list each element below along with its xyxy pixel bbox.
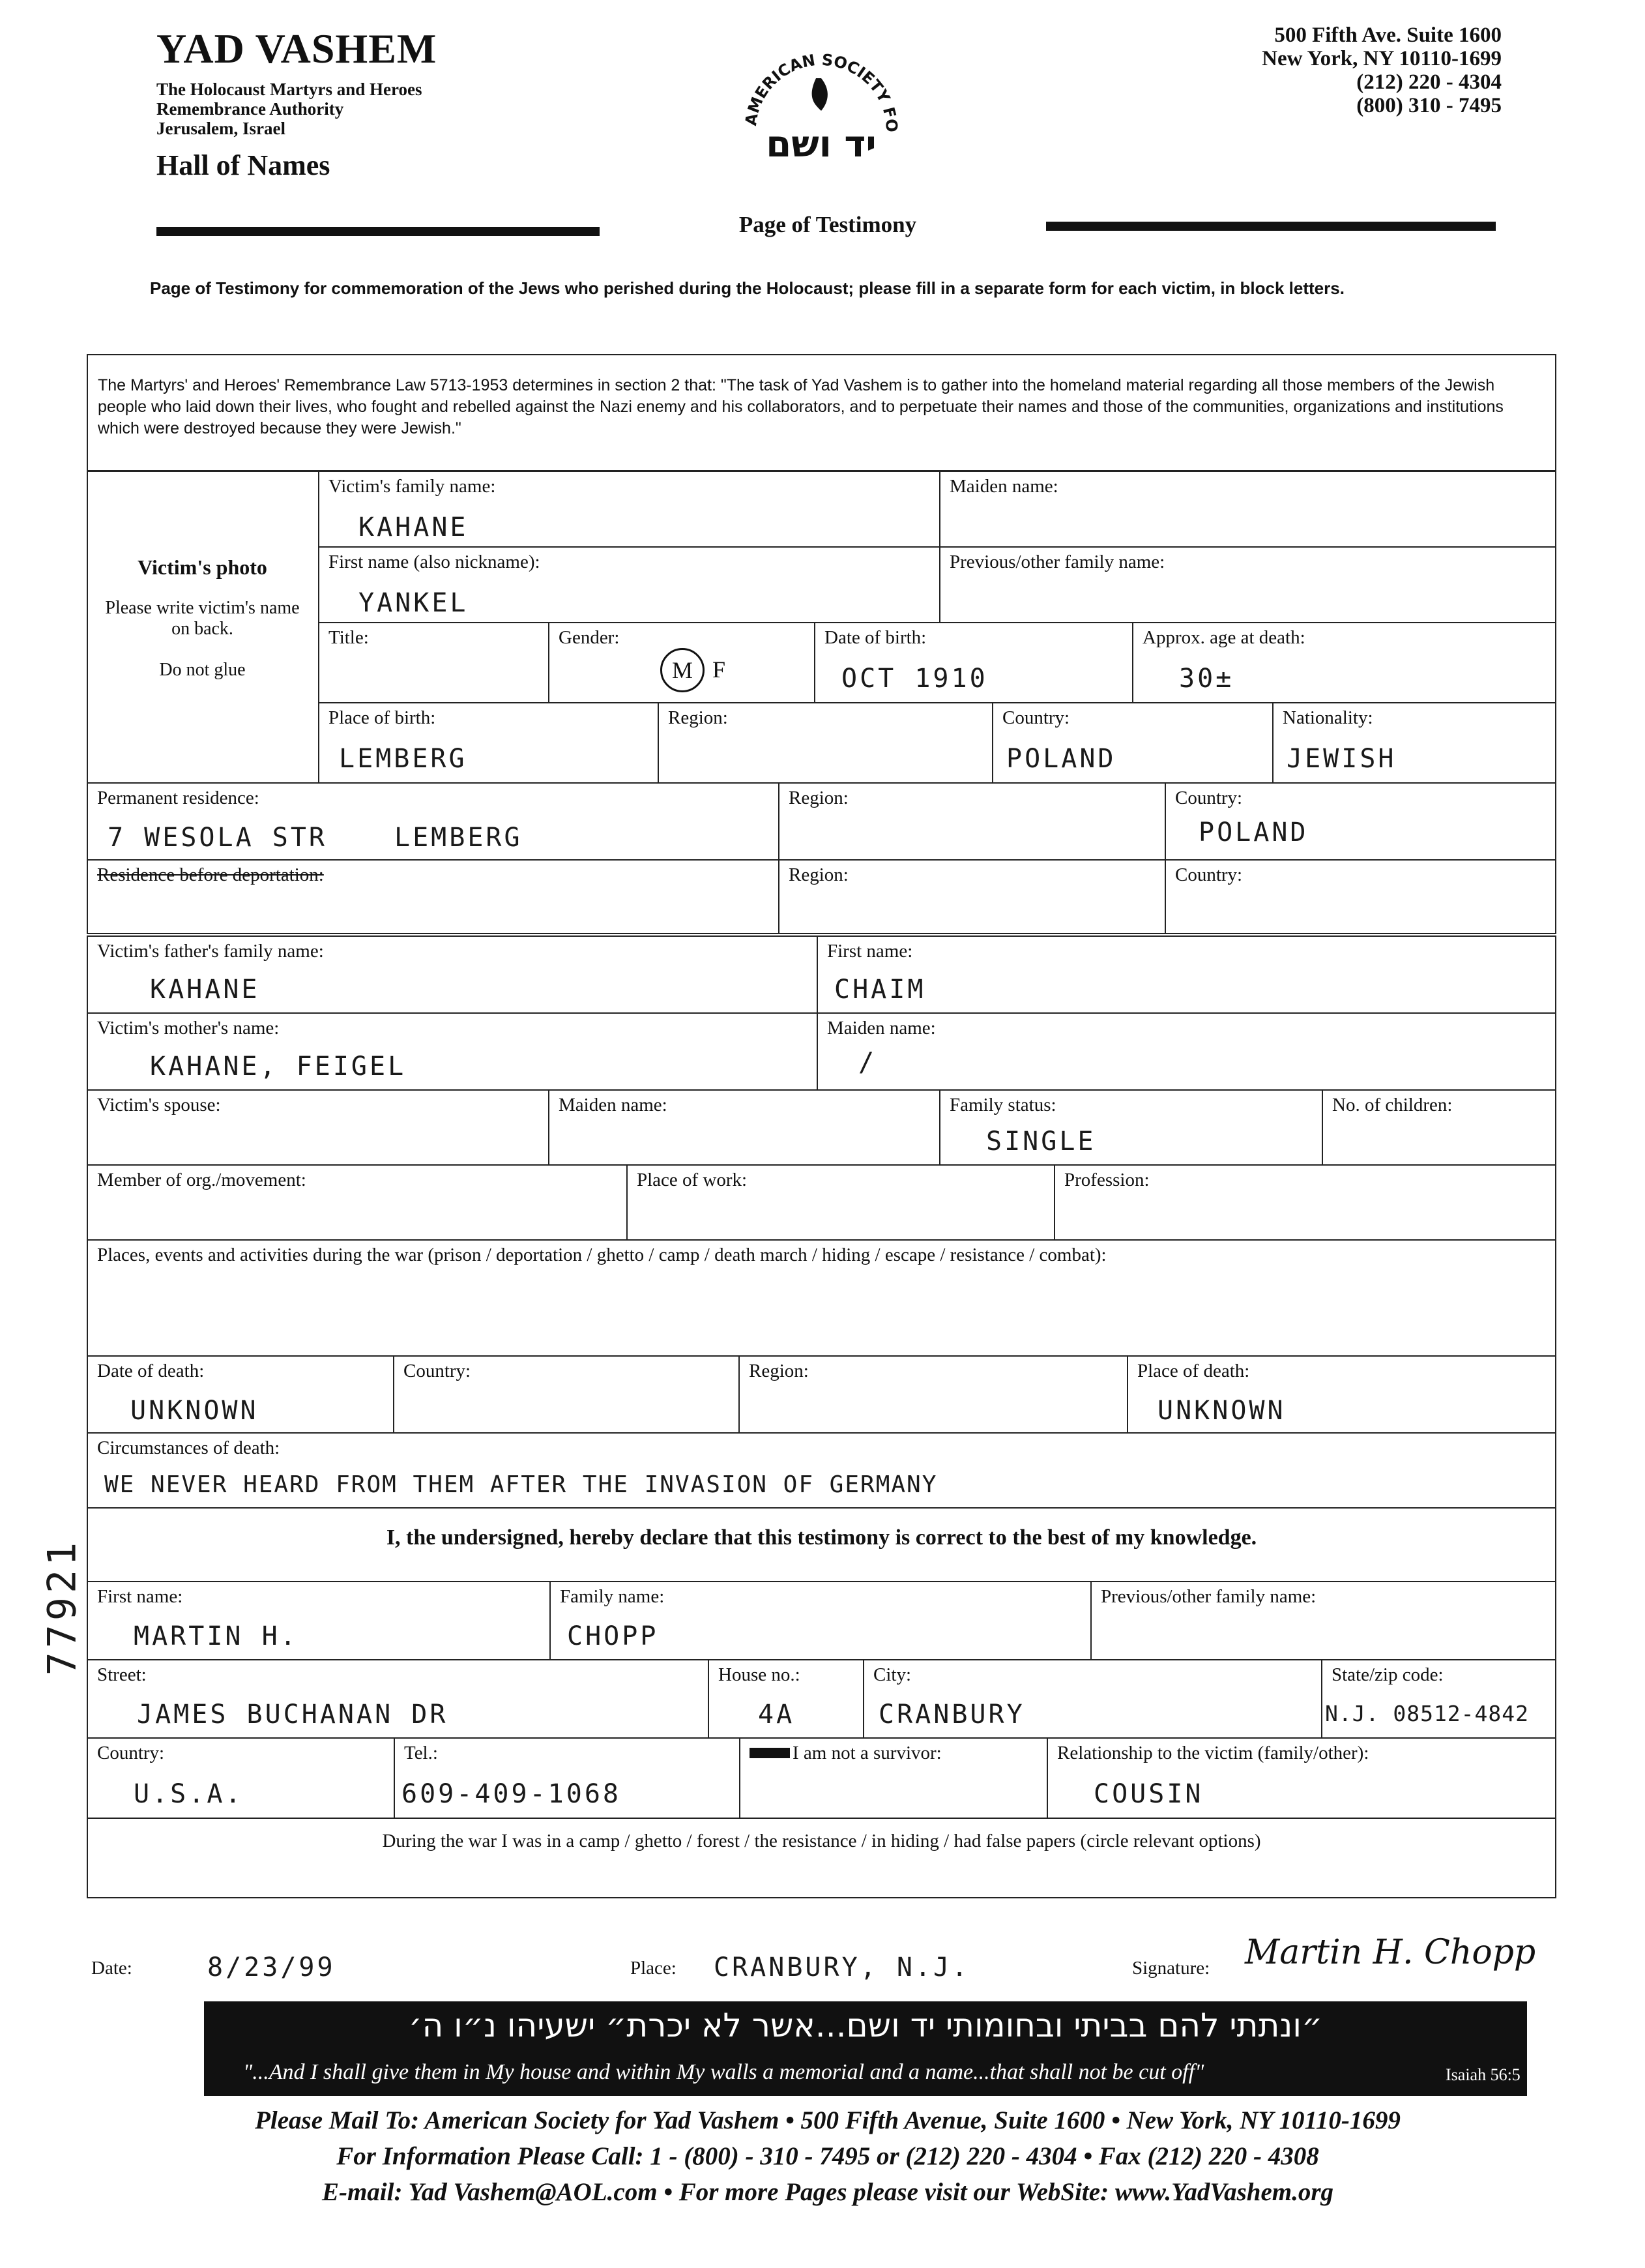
- sign-date-label: Date:: [91, 1958, 132, 1979]
- svg-text:יד ושם: יד ושם: [766, 123, 877, 166]
- perm-region-cell[interactable]: [778, 782, 1166, 861]
- phone-line-1: (212) 220 - 4304: [1356, 70, 1502, 94]
- victim-prev-family-cell[interactable]: [939, 546, 1556, 623]
- before-region-cell[interactable]: [778, 859, 1166, 934]
- sign-place-label: Place:: [630, 1958, 677, 1979]
- mother-name-cell[interactable]: [87, 1012, 818, 1091]
- victim-region-label: Region:: [668, 707, 728, 728]
- sub-house-cell[interactable]: [708, 1659, 864, 1739]
- photo-area: [87, 471, 318, 702]
- quote-banner: [204, 2001, 1527, 2096]
- logo-emblem-icon: [730, 26, 912, 209]
- victim-pob-cell[interactable]: [318, 702, 659, 784]
- father-family-label: Victim's father's family name:: [97, 941, 324, 962]
- spouse-maiden-label: Maiden name:: [559, 1095, 667, 1115]
- victim-first-name-value: YANKEL: [358, 588, 469, 618]
- perm-country-label: Country:: [1175, 788, 1243, 808]
- sub-city-cell[interactable]: [863, 1659, 1322, 1739]
- org-movement-cell[interactable]: [87, 1164, 628, 1241]
- spouse-maiden-cell[interactable]: [548, 1089, 940, 1166]
- death-country-label: Country:: [403, 1361, 471, 1381]
- family-status-value: SINGLE: [986, 1127, 1096, 1156]
- header-rule-right: [1046, 222, 1496, 231]
- footer-phone: For Information Please Call: 1 - (800) - 310 - 7495 or (212) 220 - 4304 • Fax (212) 220 - 4308: [336, 2142, 1319, 2170]
- sub-first-label: First name:: [97, 1586, 183, 1607]
- margin-number: 77921: [39, 1538, 85, 1676]
- banner-hebrew: ״ונתתי להם בביתי ובחומותי יד ושם...אשר לא יכרת״ ישעיהו נ״ו ה׳: [408, 2007, 1323, 2044]
- residence-before-label: Residence before deportation:: [97, 864, 324, 885]
- before-country-cell[interactable]: [1165, 859, 1556, 934]
- org-subtitle: [156, 80, 422, 138]
- victim-country-value: POLAND: [1006, 744, 1116, 774]
- profession-cell[interactable]: [1054, 1164, 1556, 1241]
- org-title: YAD VASHEM: [156, 25, 437, 72]
- perm-region-label: Region:: [789, 788, 849, 808]
- law-text: The Martyrs' and Heroes' Remembrance Law 5713-1953 determines in section 2 that: "The task of Yad Vashem is to gather into the homeland material regarding all those members of the Jewish people who laid down their lives, who fought and rebelled against the Nazi enemy and his collaborators, and to perpetuate their names and those of the communities, organizations and institutions which were destroyed because they were Jewish.": [98, 376, 1504, 437]
- father-first-label: First name:: [827, 941, 913, 962]
- org-line-2: Remembrance Authority: [156, 99, 344, 119]
- sub-house-label: House no.:: [718, 1664, 800, 1685]
- spouse-cell[interactable]: [87, 1089, 549, 1166]
- perm-residence-label: Permanent residence:: [97, 788, 259, 808]
- org-movement-label: Member of org./movement:: [97, 1170, 306, 1190]
- mother-maiden-label: Maiden name:: [827, 1018, 936, 1038]
- sub-tel-label: Tel.:: [404, 1743, 438, 1763]
- victim-country-label: Country:: [1002, 707, 1070, 728]
- sub-family-label: Family name:: [560, 1586, 665, 1607]
- victim-prev-family-label: Previous/other family name:: [950, 552, 1165, 572]
- sub-street-cell[interactable]: [87, 1659, 709, 1739]
- sub-relationship-value: COUSIN: [1094, 1779, 1204, 1809]
- death-circumstances-label: Circumstances of death:: [97, 1437, 280, 1458]
- perm-country-value: POLAND: [1199, 817, 1309, 847]
- war-events-label: Places, events and activities during the war (prison / deportation / ghetto / camp / death march / hiding / escape / resistance / combat):: [97, 1244, 1107, 1265]
- victim-dob-label: Date of birth:: [824, 627, 927, 648]
- address-line-2: New York, NY 10110-1699: [1262, 47, 1502, 70]
- victim-nationality-value: JEWISH: [1287, 744, 1397, 774]
- victim-age-label: Approx. age at death:: [1143, 627, 1305, 648]
- banner-english: "...And I shall give them in My house and within My walls a memorial and a name...that shall not be cut off": [243, 2060, 1204, 2084]
- children-label: No. of children:: [1332, 1095, 1453, 1115]
- residence-before-cell[interactable]: [87, 859, 779, 934]
- sub-family-cell[interactable]: [549, 1581, 1092, 1660]
- signature-label: Signature:: [1132, 1958, 1210, 1979]
- ny-address: [1262, 23, 1502, 117]
- mother-maiden-value: /: [858, 1048, 877, 1078]
- victim-nationality-label: Nationality:: [1283, 707, 1373, 728]
- sub-first-value: MARTIN H.: [134, 1621, 298, 1651]
- sign-place-value: CRANBURY, N.J.: [714, 1952, 970, 1982]
- victim-age-cell[interactable]: [1132, 622, 1556, 703]
- sub-zip-value: N.J. 08512-4842: [1325, 1701, 1530, 1726]
- death-place-cell[interactable]: [1127, 1355, 1556, 1434]
- death-place-label: Place of death:: [1137, 1361, 1250, 1381]
- victim-title-cell[interactable]: [318, 622, 549, 703]
- footer-mail: Please Mail To: American Society for Yad Vashem • 500 Fifth Avenue, Suite 1600 • New York, NY 10110-1699: [255, 2106, 1401, 2134]
- victim-first-name-label: First name (also nickname):: [328, 552, 540, 572]
- spouse-label: Victim's spouse:: [97, 1095, 221, 1115]
- sub-survivor-label: I am not a survivor:: [793, 1743, 942, 1763]
- photo-instructions: Please write victim's name on back.: [105, 598, 300, 639]
- father-family-cell[interactable]: [87, 935, 818, 1014]
- war-events-cell[interactable]: [87, 1239, 1556, 1357]
- header-rule-left: [156, 227, 600, 236]
- profession-label: Profession:: [1064, 1170, 1150, 1190]
- sub-first-cell[interactable]: [87, 1581, 551, 1660]
- mother-maiden-cell[interactable]: [817, 1012, 1556, 1091]
- hall-of-names: Hall of Names: [156, 149, 330, 181]
- footer: [52, 2102, 1603, 2210]
- mother-name-label: Victim's mother's name:: [97, 1018, 280, 1038]
- victim-country-cell[interactable]: [992, 702, 1274, 784]
- victim-age-value: 30±: [1179, 664, 1234, 694]
- victim-family-name-value: KAHANE: [358, 512, 469, 542]
- phone-line-2: (800) 310 - 7495: [1356, 94, 1502, 117]
- victim-family-name-cell[interactable]: [318, 471, 940, 548]
- victim-maiden-name-cell[interactable]: [939, 471, 1556, 548]
- sub-family-value: CHOPP: [567, 1621, 659, 1651]
- before-country-label: Country:: [1175, 864, 1243, 885]
- victim-title-label: Title:: [328, 627, 369, 648]
- sub-prev-label: Previous/other family name:: [1101, 1586, 1317, 1607]
- page-title: Page of Testimony: [738, 212, 917, 237]
- sub-city-label: City:: [873, 1664, 912, 1685]
- before-region-label: Region:: [789, 864, 849, 885]
- sign-date-value: 8/23/99: [207, 1952, 336, 1982]
- place-of-work-label: Place of work:: [637, 1170, 748, 1190]
- banner-citation: Isaiah 56:5: [1446, 2065, 1521, 2084]
- sub-zip-cell[interactable]: [1321, 1659, 1556, 1739]
- sub-prev-cell[interactable]: [1090, 1581, 1556, 1660]
- death-circumstances-value: WE NEVER HEARD FROM THEM AFTER THE INVASION OF GERMANY: [104, 1471, 938, 1498]
- victim-pob-value: LEMBERG: [339, 744, 467, 774]
- perm-country-cell[interactable]: [1165, 782, 1556, 861]
- perm-residence-city: LEMBERG: [394, 823, 523, 853]
- family-status-cell[interactable]: [939, 1089, 1323, 1166]
- victim-family-name-label: Victim's family name:: [328, 476, 496, 497]
- sub-survivor-cell[interactable]: [739, 1737, 1048, 1819]
- sub-country-value: U.S.A.: [134, 1779, 244, 1809]
- victim-nationality-cell[interactable]: [1272, 702, 1556, 784]
- sub-relationship-label: Relationship to the victim (family/other):: [1057, 1743, 1369, 1763]
- gender-m-circled[interactable]: M: [660, 648, 705, 692]
- death-region-label: Region:: [749, 1361, 809, 1381]
- victim-region-cell[interactable]: [658, 702, 993, 784]
- society-logo: [730, 26, 912, 209]
- victim-pob-label: Place of birth:: [328, 707, 436, 728]
- death-date-cell[interactable]: [87, 1355, 394, 1434]
- address-line-1: 500 Fifth Ave. Suite 1600: [1274, 23, 1502, 47]
- perm-residence-cell[interactable]: [87, 782, 779, 861]
- place-of-work-cell[interactable]: [626, 1164, 1055, 1241]
- death-place-value: UNKNOWN: [1157, 1396, 1286, 1426]
- death-country-cell[interactable]: [393, 1355, 740, 1434]
- law-box: [87, 354, 1556, 471]
- sub-house-value: 4A: [758, 1700, 795, 1730]
- victim-gender-cell[interactable]: [548, 622, 815, 703]
- sub-street-label: Street:: [97, 1664, 147, 1685]
- father-first-value: CHAIM: [834, 975, 926, 1005]
- intro-text: Page of Testimony for commemoration of the Jews who perished during the Holocaust; please fill in a separate form for each victim, in block letters.: [150, 278, 1345, 298]
- children-cell[interactable]: [1322, 1089, 1556, 1166]
- death-date-value: UNKNOWN: [130, 1396, 259, 1426]
- victim-dob-cell[interactable]: [814, 622, 1133, 703]
- org-line-3: Jerusalem, Israel: [156, 119, 285, 138]
- sub-tel-cell[interactable]: [394, 1737, 740, 1819]
- svg-text:AMERICAN SOCIETY FOR YAD VASHE: AMERICAN SOCIETY FO: [742, 50, 901, 133]
- father-family-value: KAHANE: [150, 975, 260, 1005]
- war-note: During the war I was in a camp / ghetto / forest / the resistance / in hiding / had false papers (circle relevant options): [382, 1831, 1261, 1851]
- death-date-label: Date of death:: [97, 1361, 205, 1381]
- mother-name-value: KAHANE, FEIGEL: [150, 1052, 407, 1082]
- survivor-redaction: [750, 1748, 790, 1758]
- death-circumstances-cell[interactable]: [87, 1432, 1556, 1509]
- sub-street-value: JAMES BUCHANAN DR: [137, 1700, 448, 1730]
- victim-maiden-name-label: Maiden name:: [950, 476, 1058, 497]
- sub-city-value: CRANBURY: [879, 1700, 1025, 1730]
- photo-title: Victim's photo: [138, 555, 267, 579]
- photo-note: Do not glue: [159, 660, 246, 680]
- sub-zip-label: State/zip code:: [1332, 1664, 1444, 1685]
- footer-email[interactable]: E-mail: Yad Vashem@AOL.com • For more Pages please visit our WebSite: www.YadVashem.org: [321, 2178, 1334, 2206]
- victim-first-name-cell[interactable]: [318, 546, 940, 623]
- sub-country-cell[interactable]: [87, 1737, 395, 1819]
- sub-relationship-cell[interactable]: [1047, 1737, 1556, 1819]
- sub-country-label: Country:: [97, 1743, 165, 1763]
- perm-residence-street: 7 WESOLA STR: [108, 823, 327, 853]
- sub-tel-value: 609-409-1068: [401, 1779, 621, 1809]
- father-first-cell[interactable]: [817, 935, 1556, 1014]
- signature-value: Martin H. Chopp: [1245, 1933, 1536, 1972]
- family-status-label: Family status:: [950, 1095, 1056, 1115]
- declaration-text: I, the undersigned, hereby declare that this testimony is correct to the best of my knowledge.: [386, 1525, 1257, 1550]
- victim-dob-value: OCT 1910: [841, 664, 988, 694]
- death-region-cell[interactable]: [738, 1355, 1128, 1434]
- gender-f[interactable]: F: [712, 656, 726, 683]
- victim-gender-label: Gender:: [559, 627, 620, 648]
- org-line-1: The Holocaust Martyrs and Heroes: [156, 80, 422, 99]
